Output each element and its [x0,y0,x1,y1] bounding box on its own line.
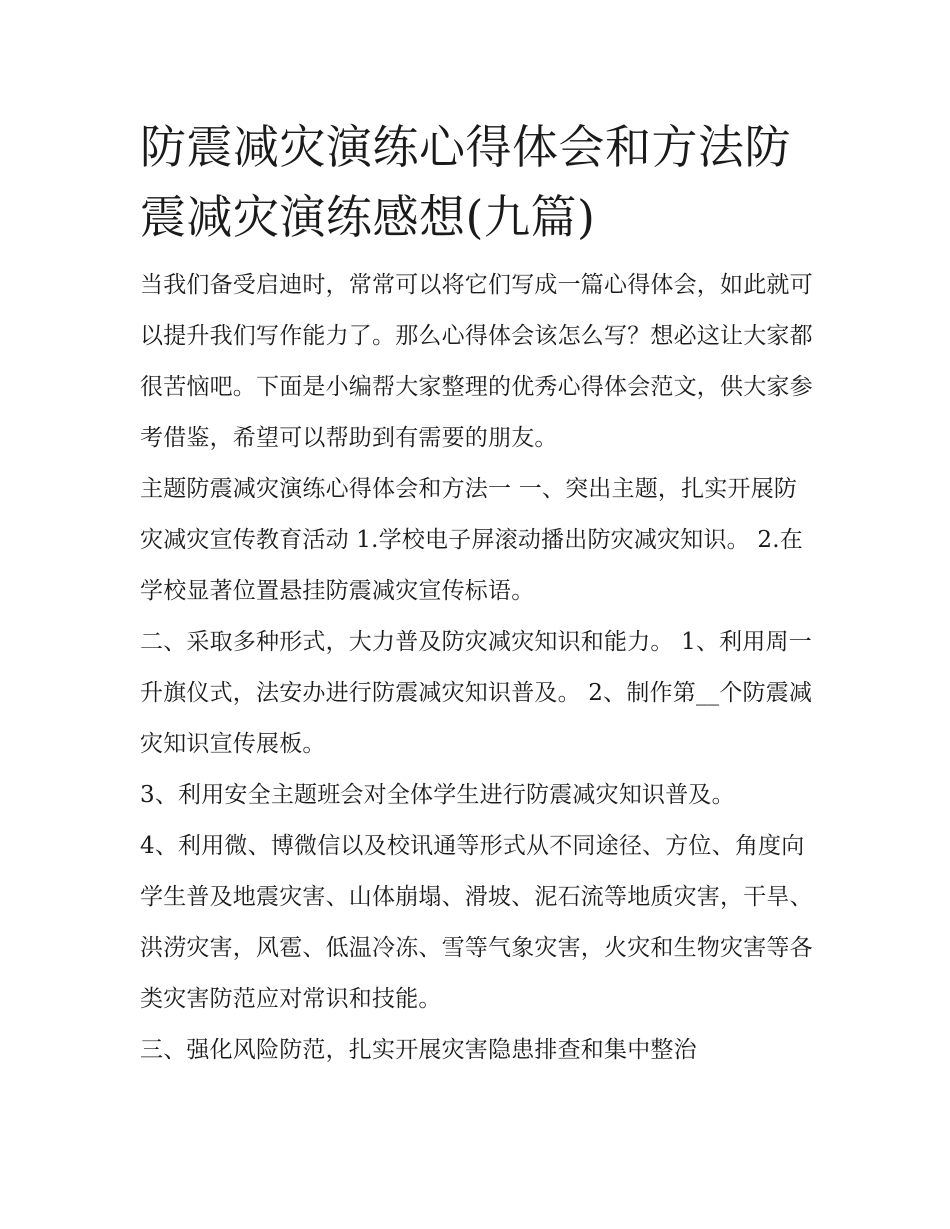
paragraph-item-3: 3、利用安全主题班会对全体学生进行防震减灾知识普及。 [140,782,735,808]
document-title: 防震减灾演练心得体会和方法防震减灾演练感想(九篇) [140,120,791,244]
document-page [140,112,814,1076]
paragraph-section-2: 二、采取多种形式，大力普及防灾减灾知识和能力。 1、利用周一升旗仪式，法安办进行防震减灾知识普及。 2、制作第__个防震减灾知识宣传展板。 [140,629,813,757]
paragraph-section-3: 三、强化风险防范，扎实开展灾害隐患排查和集中整治 [140,1037,697,1063]
paragraph-section-1: 主题防震减灾演练心得体会和方法一 一、突出主题，扎实开展防灾减灾宣传教育活动 1.学校电子屏滚动播出防灾减灾知识。 2.在学校显著位置悬挂防震减灾宣传标语。 [140,476,803,604]
paragraph-item-4: 4、利用微、博微信以及校讯通等形式从不同途径、方位、角度向学生普及地震灾害、山体崩塌、滑坡、泥石流等地质灾害，干旱、洪涝灾害，风雹、低温冷冻、雪等气象灾害，火灾和生物灾害等各类灾害防范应对常识和技能。 [140,833,813,1012]
paragraph-intro: 当我们备受启迪时，常常可以将它们写成一篇心得体会，如此就可以提升我们写作能力了。那么心得体会该怎么写？想必这让大家都很苦恼吧。下面是小编帮大家整理的优秀心得体会范文，供大家参考借鉴，希望可以帮助到有需要的朋友。 [140,272,813,451]
